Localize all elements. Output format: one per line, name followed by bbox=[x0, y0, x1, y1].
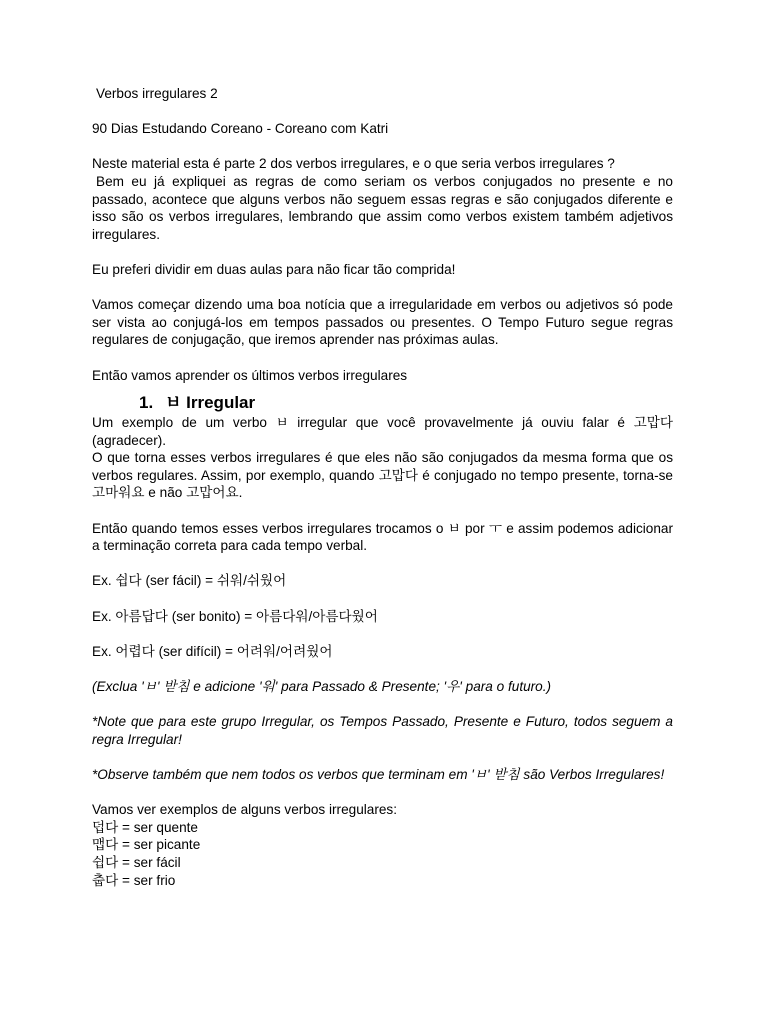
document-subtitle: 90 Dias Estudando Coreano - Coreano com Katri bbox=[92, 121, 389, 137]
spacer bbox=[92, 138, 673, 156]
section-paragraph-1: Um exemplo de um verbo ㅂ irregular que você provavelmente já ouviu falar é 고맙다 (agradecer). bbox=[92, 415, 673, 448]
note-2: *Observe também que nem todos os verbos que terminam em 'ㅂ' 받침 são Verbos Irregulares! bbox=[92, 766, 665, 782]
section-title: ㅂ Irregular bbox=[165, 393, 256, 413]
lets-learn-paragraph: Então vamos aprender os últimos verbos irregulares bbox=[92, 367, 408, 383]
list-item: 덥다 = ser quente bbox=[92, 819, 198, 835]
spacer bbox=[92, 555, 673, 573]
examples-intro: Vamos ver exemplos de alguns verbos irregulares: bbox=[92, 802, 397, 818]
note-1: *Note que para este grupo Irregular, os Tempos Passado, Presente e Futuro, todos seguem a regra Irregular! bbox=[92, 714, 673, 747]
intro-explanation: Bem eu já expliquei as regras de como seriam os verbos conjugados no presente e no passado, acontece que alguns verbos não seguem essas regras e são conjugados diferente e isso são os verbos irregulares, lembrando que assim como verbos existem também adjetivos irregulares. bbox=[92, 173, 673, 242]
section-number: 1. bbox=[139, 393, 154, 413]
verb-list bbox=[92, 819, 673, 889]
good-news-paragraph: Vamos começar dizendo uma boa notícia que a irregularidade em verbos ou adjetivos só pode ser vista ao conjugá-los em tempos passados ou presentes. O Tempo Futuro segue regras regulares de conjugação, que iremos aprender nas próximas aulas. bbox=[92, 297, 673, 348]
rule-note: (Exclua 'ㅂ' 받침 e adicione '워' para Passado & Presente; '우' para o futuro.) bbox=[92, 679, 552, 694]
example-2: Ex. 아름답다 (ser bonito) = 아름다워/아름다웠어 bbox=[92, 608, 378, 624]
spacer bbox=[92, 590, 673, 608]
list-item: 춥다 = ser frio bbox=[92, 872, 176, 888]
list-item: 쉽다 = ser fácil bbox=[92, 854, 181, 870]
spacer bbox=[92, 502, 673, 520]
section-paragraph-3: Então quando temos esses verbos irregulares trocamos o ㅂ por ㅜ e assim podemos adicionar a terminação correta para cada tempo verbal. bbox=[92, 520, 673, 554]
document-page bbox=[92, 85, 673, 889]
intro-question: Neste material esta é parte 2 dos verbos irregulares, e o que seria verbos irregulares ? bbox=[92, 156, 615, 172]
spacer bbox=[92, 748, 673, 766]
example-1: Ex. 쉽다 (ser fácil) = 쉬워/쉬웠어 bbox=[92, 573, 287, 589]
spacer bbox=[92, 625, 673, 643]
section-paragraph-2: O que torna esses verbos irregulares é que eles não são conjugados da mesma forma que os verbos regulares. Assim, por exemplo, quando 고맙다 é conjugado no tempo presente, torna-se 고마워요 e não 고맙어요. bbox=[92, 450, 673, 501]
spacer bbox=[92, 696, 673, 714]
spacer bbox=[92, 349, 673, 367]
spacer bbox=[92, 103, 673, 121]
section-heading-b-irregular bbox=[139, 392, 673, 414]
spacer bbox=[92, 784, 673, 802]
document-title: Verbos irregulares 2 bbox=[96, 86, 218, 101]
example-3: Ex. 어렵다 (ser difícil) = 어려워/어려웠어 bbox=[92, 643, 333, 659]
spacer bbox=[92, 279, 673, 297]
list-item: 맵다 = ser picante bbox=[92, 837, 201, 853]
spacer bbox=[92, 243, 673, 261]
spacer bbox=[92, 660, 673, 678]
split-note: Eu preferi dividir em duas aulas para não ficar tão comprida! bbox=[92, 261, 456, 277]
